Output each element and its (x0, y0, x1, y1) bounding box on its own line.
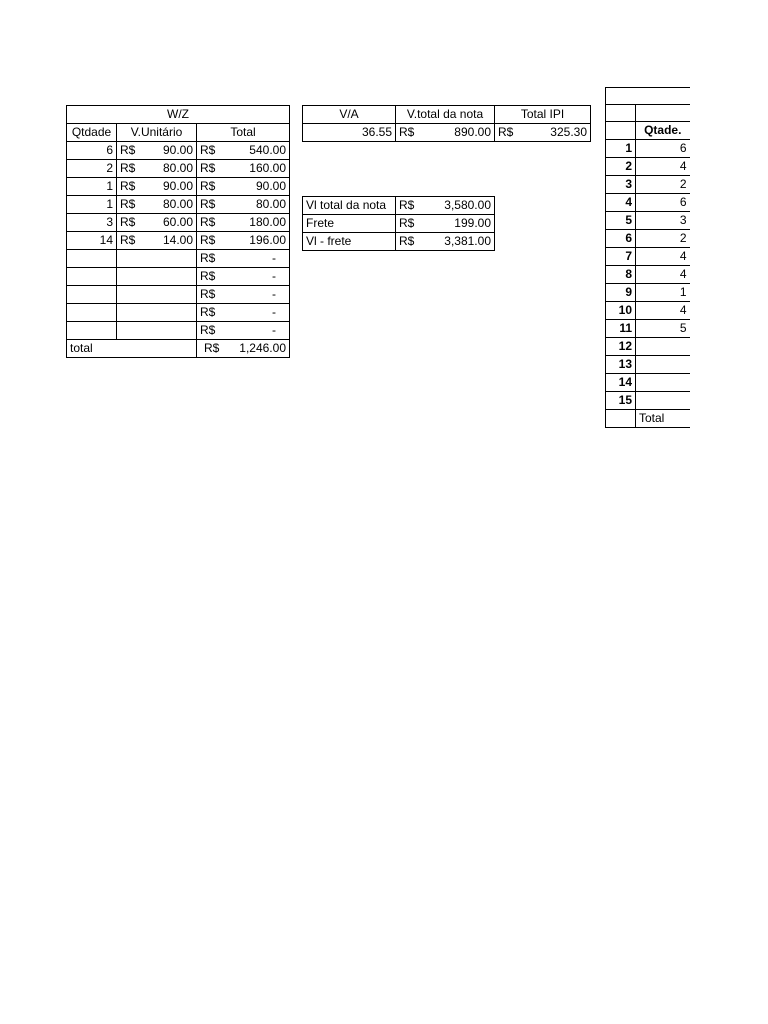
side-qty-cell[interactable]: 2 (636, 176, 690, 194)
row-number[interactable]: 9 (606, 284, 636, 302)
line-total: - (272, 305, 276, 319)
side-qty-cell[interactable]: 6 (636, 140, 690, 158)
line-total: 80.00 (255, 197, 286, 211)
side-qty-cell[interactable]: 5 (636, 320, 690, 338)
nota-value: 890.00 (454, 125, 491, 139)
unit-price-cell[interactable] (117, 268, 197, 286)
side-qty-table (605, 87, 690, 428)
side-qty-cell[interactable]: 6 (636, 194, 690, 212)
side-qty-cell[interactable]: 4 (636, 266, 690, 284)
qty-cell[interactable] (67, 250, 117, 268)
currency-symbol: R$ (120, 143, 136, 157)
qty-cell[interactable] (67, 268, 117, 286)
line-total-cell[interactable] (197, 196, 290, 214)
table-row (67, 322, 290, 340)
line-total: 90.00 (255, 179, 286, 193)
row-number[interactable]: 1 (606, 140, 636, 158)
unit-price-cell[interactable] (117, 250, 197, 268)
line-total-cell[interactable] (197, 232, 290, 250)
table-row (303, 197, 495, 215)
header-total-ipi[interactable]: Total IPI (495, 106, 591, 124)
unit-price-cell[interactable] (117, 214, 197, 232)
header-qtade[interactable]: Qtade. (636, 122, 690, 140)
side-header-row (606, 122, 690, 140)
currency-symbol: R$ (200, 143, 216, 157)
currency-symbol: R$ (120, 161, 136, 175)
side-qty-cell[interactable] (636, 338, 690, 356)
currency-symbol: R$ (120, 179, 136, 193)
note-value-cell[interactable] (396, 197, 495, 215)
table-row (67, 214, 290, 232)
header-v-total-nota[interactable]: V.total da nota (396, 106, 495, 124)
table-row (67, 160, 290, 178)
table-row (606, 356, 690, 374)
note-value: 3,381.00 (444, 234, 491, 248)
currency-symbol: R$ (200, 251, 216, 265)
wz-title[interactable]: W/Z (67, 106, 290, 124)
qty-cell[interactable]: 2 (67, 160, 117, 178)
table-row (67, 142, 290, 160)
side-header-num[interactable] (606, 122, 636, 140)
unit-price-cell[interactable] (117, 232, 197, 250)
unit-price-cell[interactable] (117, 160, 197, 178)
side-blank-row (606, 105, 690, 122)
qty-cell[interactable] (67, 286, 117, 304)
qty-cell[interactable] (67, 304, 117, 322)
table-row (606, 374, 690, 392)
unit-price-cell[interactable] (117, 142, 197, 160)
table-row (606, 230, 690, 248)
nota-value-cell[interactable] (396, 124, 495, 142)
unit-price-cell[interactable] (117, 286, 197, 304)
table-row (67, 268, 290, 286)
line-total: 540.00 (249, 143, 286, 157)
row-number[interactable]: 12 (606, 338, 636, 356)
unit-price-cell[interactable] (117, 196, 197, 214)
unit-price: 60.00 (162, 215, 193, 229)
table-row (606, 158, 690, 176)
table-row (606, 176, 690, 194)
table-row (303, 233, 495, 251)
currency-symbol: R$ (200, 323, 216, 337)
line-total-cell[interactable] (197, 214, 290, 232)
row-number[interactable]: 4 (606, 194, 636, 212)
line-total: - (272, 251, 276, 265)
table-row (606, 302, 690, 320)
note-value: 3,580.00 (444, 198, 491, 212)
row-number[interactable]: 14 (606, 374, 636, 392)
table-row (303, 215, 495, 233)
side-qty-cell[interactable]: 4 (636, 248, 690, 266)
side-qty-cell[interactable]: 4 (636, 158, 690, 176)
note-value-cell[interactable] (396, 233, 495, 251)
table-row (606, 140, 690, 158)
side-qty-cell[interactable]: 2 (636, 230, 690, 248)
currency-symbol: R$ (200, 269, 216, 283)
line-total: 160.00 (249, 161, 286, 175)
row-number[interactable]: 11 (606, 320, 636, 338)
side-qty-cell[interactable] (636, 392, 690, 410)
table-row (606, 248, 690, 266)
wz-table (66, 105, 290, 358)
total-label[interactable]: total (67, 340, 197, 358)
side-total-label[interactable]: Total (636, 410, 690, 428)
line-total-cell[interactable] (197, 142, 290, 160)
currency-symbol: R$ (120, 233, 136, 247)
currency-symbol: R$ (200, 215, 216, 229)
header-total[interactable]: Total (197, 124, 290, 142)
table-row (606, 392, 690, 410)
note-summary-table (302, 196, 495, 251)
currency-symbol: R$ (204, 341, 220, 355)
line-total-cell[interactable] (197, 178, 290, 196)
qty-cell[interactable]: 1 (67, 196, 117, 214)
table-row (67, 250, 290, 268)
currency-symbol: R$ (399, 234, 415, 248)
side-qty-cell[interactable] (636, 374, 690, 392)
currency-symbol: R$ (200, 305, 216, 319)
line-total: 180.00 (249, 215, 286, 229)
currency-symbol: R$ (200, 233, 216, 247)
note-value-cell[interactable] (396, 215, 495, 233)
ipi-value: 325.30 (550, 125, 587, 139)
currency-symbol: R$ (399, 198, 415, 212)
wz-header-row (67, 124, 290, 142)
unit-price: 90.00 (162, 143, 193, 157)
qty-cell[interactable]: 14 (67, 232, 117, 250)
side-qty-cell[interactable] (636, 356, 690, 374)
row-number[interactable]: 6 (606, 230, 636, 248)
table-row (606, 320, 690, 338)
wz-total-row (67, 340, 290, 358)
side-total-row (606, 410, 690, 428)
table-row (67, 286, 290, 304)
note-label[interactable]: Frete (303, 215, 396, 233)
table-row (606, 284, 690, 302)
va-value[interactable]: 36.55 (303, 124, 396, 142)
line-total-cell[interactable] (197, 304, 290, 322)
unit-price: 80.00 (162, 161, 193, 175)
note-value: 199.00 (454, 216, 491, 230)
unit-price-cell[interactable] (117, 178, 197, 196)
va-value-row (303, 124, 591, 142)
row-number[interactable]: 2 (606, 158, 636, 176)
table-row (606, 194, 690, 212)
note-label[interactable]: Vl total da nota (303, 197, 396, 215)
currency-symbol: R$ (498, 125, 514, 139)
table-row (67, 232, 290, 250)
line-total: - (272, 323, 276, 337)
currency-symbol: R$ (399, 216, 415, 230)
unit-price-cell[interactable] (117, 304, 197, 322)
line-total-cell[interactable] (197, 286, 290, 304)
line-total-cell[interactable] (197, 160, 290, 178)
side-blank-num[interactable] (606, 105, 636, 122)
row-number[interactable]: 7 (606, 248, 636, 266)
row-number[interactable]: 3 (606, 176, 636, 194)
qty-cell[interactable]: 1 (67, 178, 117, 196)
unit-price-cell[interactable] (117, 322, 197, 340)
table-row (606, 266, 690, 284)
unit-price: 90.00 (162, 179, 193, 193)
currency-symbol: R$ (120, 197, 136, 211)
va-header-row (303, 106, 591, 124)
qty-cell[interactable] (67, 322, 117, 340)
grand-total: 1,246.00 (239, 341, 286, 355)
line-total-cell[interactable] (197, 322, 290, 340)
note-label[interactable]: Vl - frete (303, 233, 396, 251)
currency-symbol: R$ (120, 215, 136, 229)
currency-symbol: R$ (399, 125, 415, 139)
side-total-num[interactable] (606, 410, 636, 428)
ipi-value-cell[interactable] (495, 124, 591, 142)
unit-price: 80.00 (162, 197, 193, 211)
line-total: - (272, 287, 276, 301)
table-row (606, 212, 690, 230)
qty-cell[interactable]: 6 (67, 142, 117, 160)
table-row (606, 338, 690, 356)
side-qty-cell[interactable]: 1 (636, 284, 690, 302)
side-qty-cell[interactable]: 3 (636, 212, 690, 230)
side-top-row (606, 88, 690, 105)
qty-cell[interactable]: 3 (67, 214, 117, 232)
currency-symbol: R$ (200, 161, 216, 175)
row-number[interactable]: 8 (606, 266, 636, 284)
line-total: 196.00 (249, 233, 286, 247)
row-number[interactable]: 5 (606, 212, 636, 230)
header-va[interactable]: V/A (303, 106, 396, 124)
table-row (67, 196, 290, 214)
line-total: - (272, 269, 276, 283)
line-total-cell[interactable] (197, 268, 290, 286)
side-blank-cell[interactable] (636, 105, 690, 122)
row-number[interactable]: 13 (606, 356, 636, 374)
currency-symbol: R$ (200, 179, 216, 193)
wz-title-row (67, 106, 290, 124)
va-table (302, 105, 591, 142)
currency-symbol: R$ (200, 287, 216, 301)
row-number[interactable]: 10 (606, 302, 636, 320)
row-number[interactable]: 15 (606, 392, 636, 410)
side-qty-cell[interactable]: 4 (636, 302, 690, 320)
table-row (67, 304, 290, 322)
grand-total-cell[interactable] (197, 340, 290, 358)
currency-symbol: R$ (200, 197, 216, 211)
table-row (67, 178, 290, 196)
line-total-cell[interactable] (197, 250, 290, 268)
side-top-cell[interactable] (606, 88, 690, 105)
header-v-unitario[interactable]: V.Unitário (117, 124, 197, 142)
unit-price: 14.00 (162, 233, 193, 247)
header-qtdade[interactable]: Qtdade (67, 124, 117, 142)
